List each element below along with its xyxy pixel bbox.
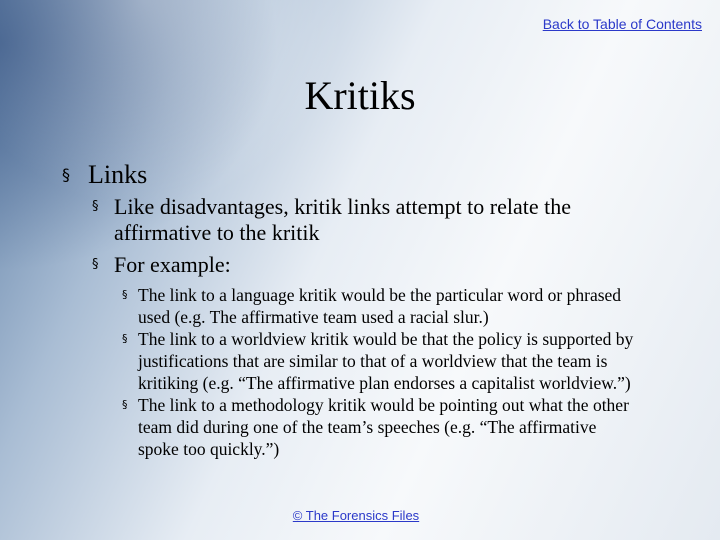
level1-text: Links — [88, 160, 148, 189]
back-to-toc-link[interactable]: Back to Table of Contents — [542, 16, 702, 32]
level3-text: The link to a worldview kritik would be that the policy is supported by justifications that are similar to that of a worldview that the team is kritiking (e.g. “The affirmative plan endorses a capitalist worldview.”) — [138, 329, 634, 393]
level3-item — [122, 328, 702, 394]
section-bullet-icon: § — [62, 165, 70, 184]
section-bullet-icon: § — [92, 199, 99, 214]
level2-item — [92, 252, 702, 278]
level2-text: For example: — [114, 252, 231, 277]
bullet-list — [62, 158, 702, 460]
level2-item — [92, 194, 702, 246]
level2-list — [92, 194, 702, 460]
section-bullet-icon: § — [92, 257, 99, 272]
section-bullet-icon: § — [122, 288, 128, 301]
section-bullet-icon: § — [122, 398, 128, 411]
section-bullet-icon: § — [122, 332, 128, 345]
slide-title-text: Kritiks — [304, 73, 416, 118]
level3-list — [122, 284, 702, 460]
level2-text: Like disadvantages, kritik links attempt to relate the affirmative to the kritik — [114, 194, 571, 245]
level3-item — [122, 284, 702, 328]
level1-item — [62, 158, 702, 192]
slide-title — [0, 72, 720, 119]
level3-item — [122, 394, 702, 460]
copyright-link[interactable]: © The Forensics Files — [292, 508, 420, 523]
level3-text: The link to a methodology kritik would be pointing out what the other team did during one of the team’s speeches (e.g. “The affirmative spoke too quickly.”) — [138, 395, 629, 459]
level3-text: The link to a language kritik would be the particular word or phrased used (e.g. The affirmative team used a racial slur.) — [138, 285, 622, 327]
